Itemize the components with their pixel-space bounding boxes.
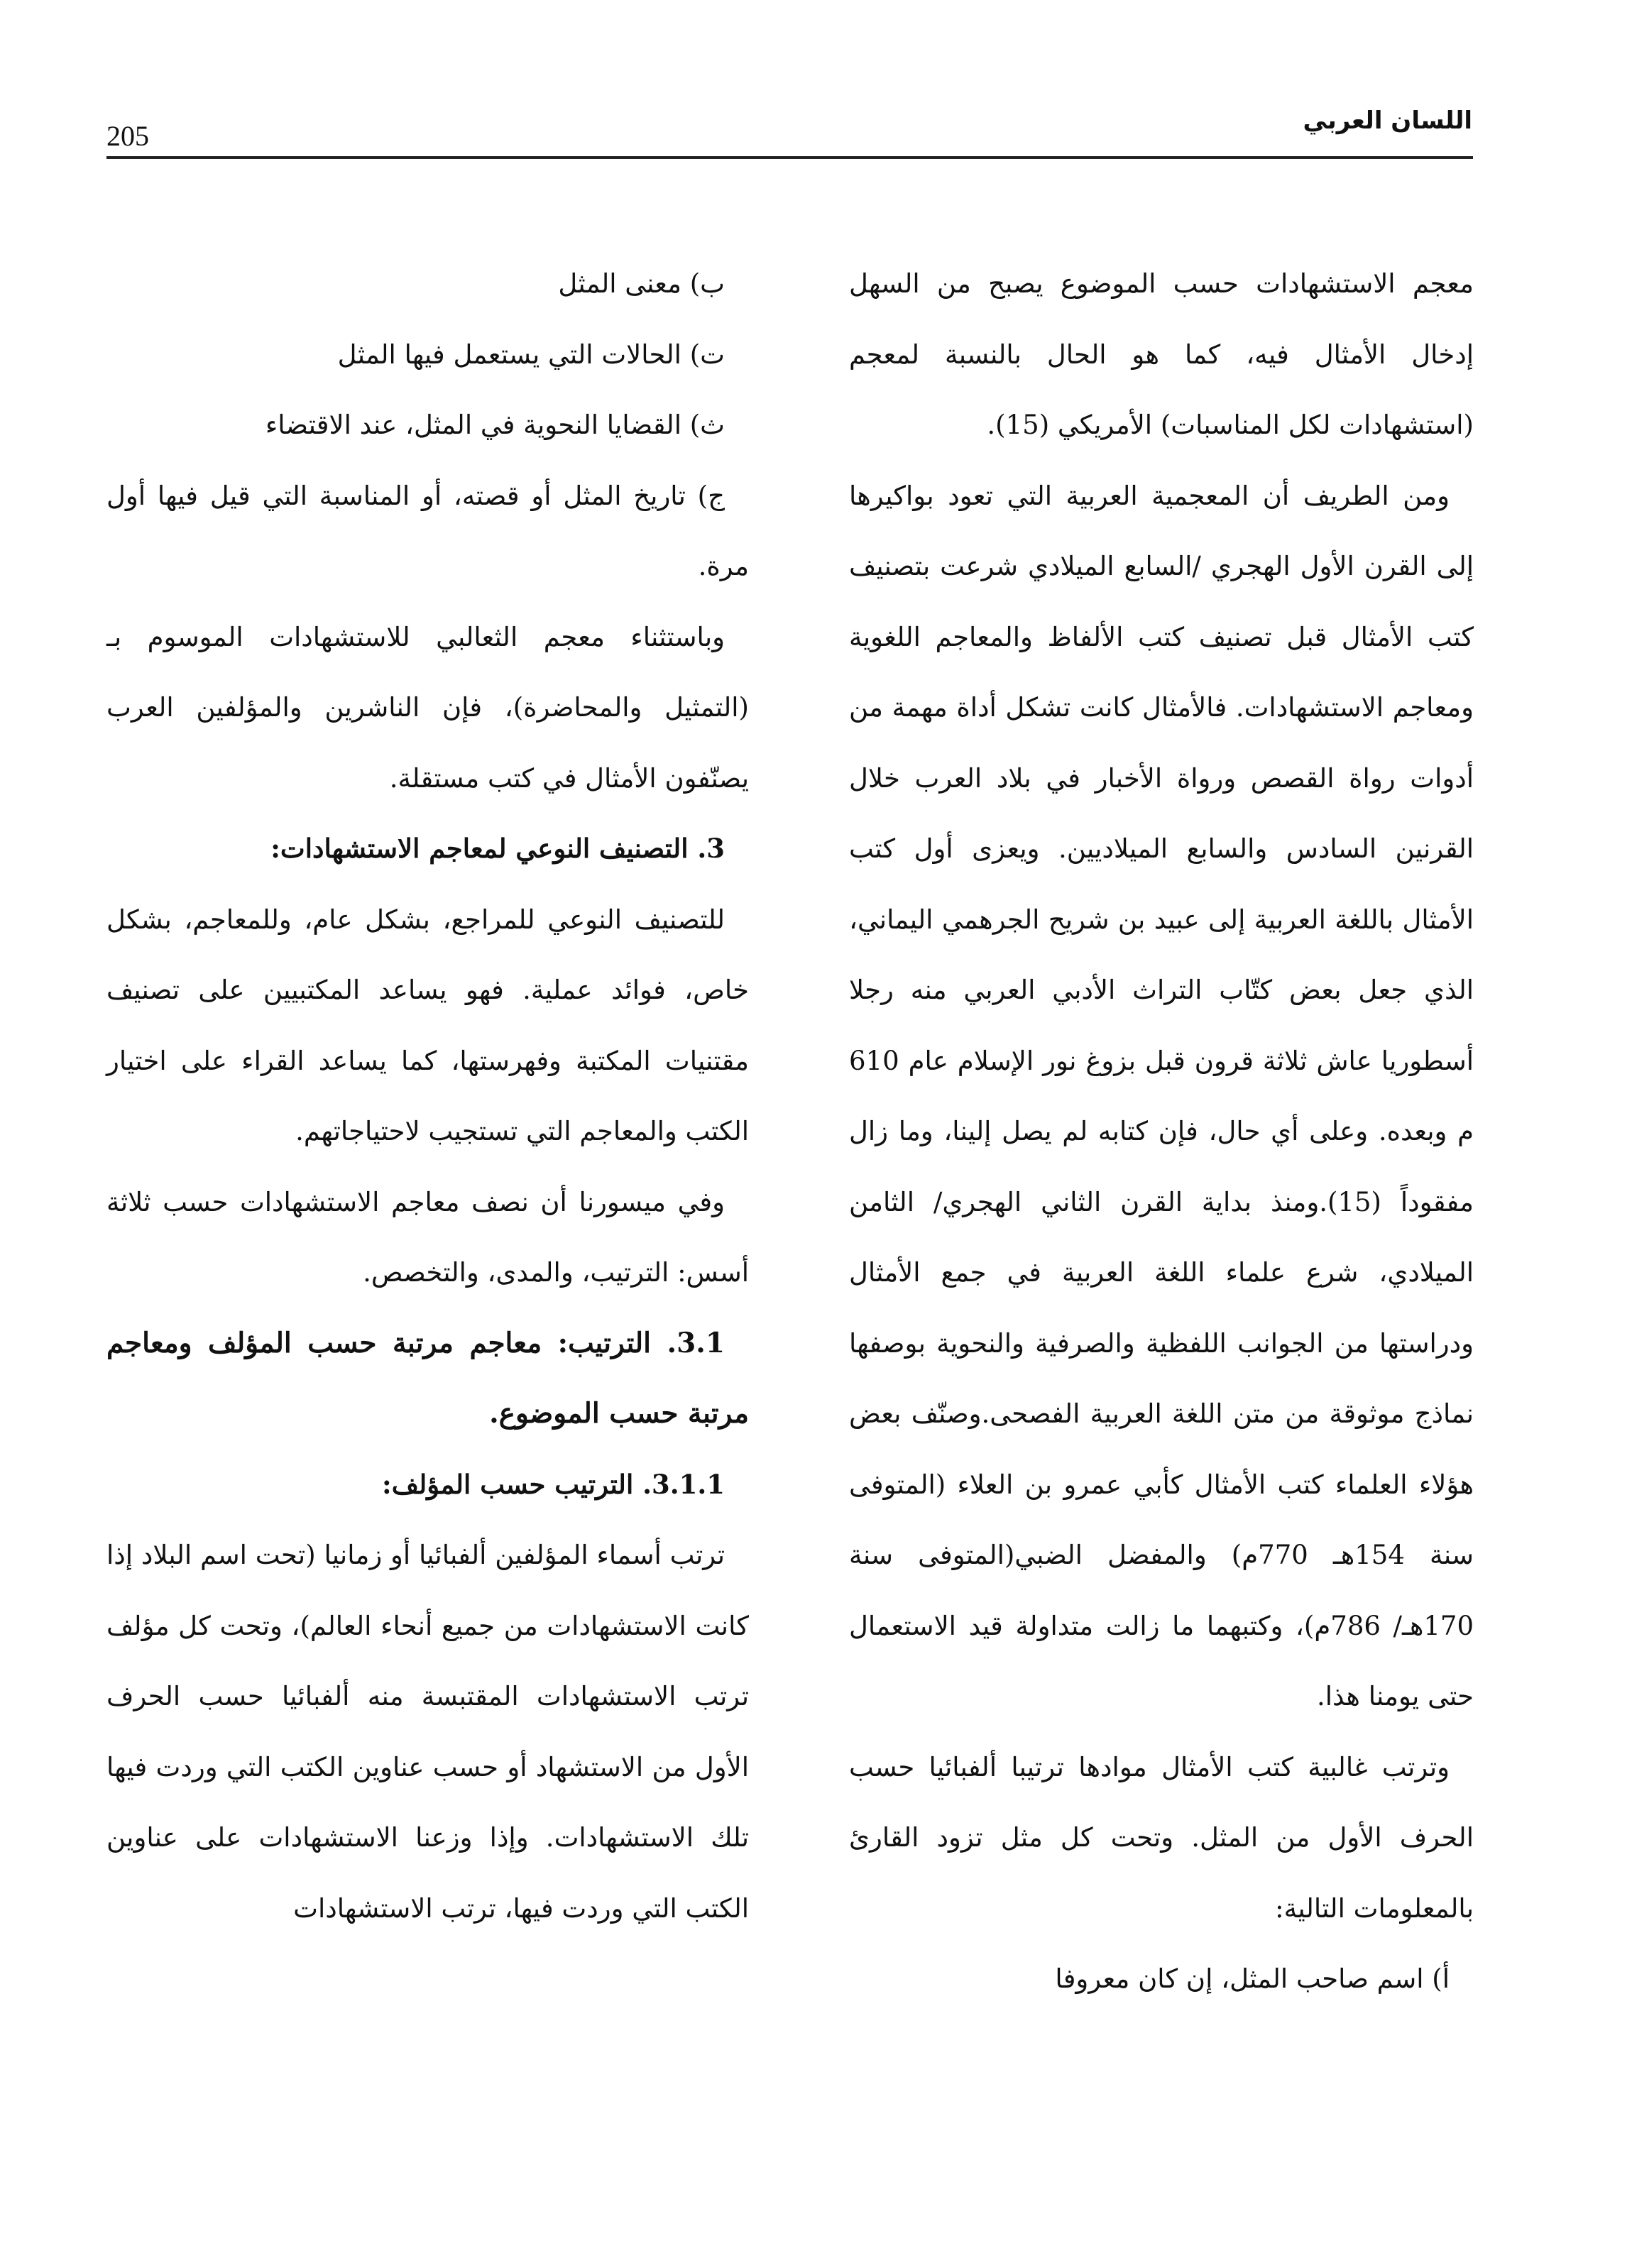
paragraph: ومن الطريف أن المعجمية العربية التي تعود بواكيرها إلى القرن الأول الهجري /السابع الميلادي شرعت بتصنيف كتب الأمثال قبل تصنيف كتب الألفاظ والمعاجم اللغوية ومعاجم الاستشهادات. فالأمثال كانت تشكل أداة مهمة من أدوات رواة القصص ورواة الأخبار في بلاد العرب خلال القرنين السادس والسابع الميلاديين. ويعزى أول كتب الأمثال باللغة العربية إلى عبيد بن شريح الجرهمي اليماني، الذي جعل بعض كتّاب التراث الأدبي العربي منه رجلا أسطوريا عاش ثلاثة قرون قبل بزوغ نور الإسلام عام 610 م وبعده. وعلى أي حال، فإن كتابه لم يصل إلينا، وما زال مفقوداً (15).ومنذ بداية القرن الثاني الهجري/ الثامن الميلادي، شرع علماء اللغة العربية في جمع الأمثال ودراستها من الجوانب اللفظية والصرفية والنحوية بوصفها نماذج موثوقة من متن اللغة العربية الفصحى.وصنّف بعض هؤلاء العلماء كتب الأمثال كأبي عمرو بن العلاء (المتوفى سنة 154هـ 770م) والمفضل الضبي(المتوفى سنة 170هـ/ 786م)، وكتبهما ما زالت متداولة قيد الاستعمال حتى يومنا هذا. bbox=[849, 480, 1474, 1711]
left-column bbox=[106, 248, 749, 1944]
list-item: ث) القضايا النحوية في المثل، عند الاقتضاء bbox=[265, 410, 725, 440]
running-head: اللسان العربي bbox=[1303, 106, 1472, 135]
paragraph: وترتب غالبية كتب الأمثال موادها ترتيبا ألفبائيا حسب الحرف الأول من المثل. وتحت كل مثل تزود القارئ بالمعلومات التالية: bbox=[849, 1751, 1474, 1924]
list-item: ت) الحالات التي يستعمل فيها المثل bbox=[337, 339, 725, 370]
section-heading: 3. التصنيف النوعي لمعاجم الاستشهادات: bbox=[270, 833, 725, 864]
right-column bbox=[849, 248, 1474, 2015]
paragraph: للتصنيف النوعي للمراجع، بشكل عام، وللمعاجم، بشكل خاص، فوائد عملية. فهو يساعد المكتبيين على تصنيف مقتنيات المكتبة وفهرستها، كما يساعد القراء على اختيار الكتب والمعاجم التي تستجيب لاحتياجاتهم. bbox=[106, 904, 749, 1146]
header-rule bbox=[106, 156, 1473, 159]
list-item: ج) تاريخ المثل أو قصته، أو المناسبة التي قيل فيها أول مرة. bbox=[106, 480, 749, 581]
page-number: 205 bbox=[106, 120, 149, 152]
list-item: ب) معنى المثل bbox=[558, 268, 725, 299]
paragraph: معجم الاستشهادات حسب الموضوع يصبح من السهل إدخال الأمثال فيه، كما هو الحال بالنسبة لمعجم (استشهادات لكل المناسبات) الأمريكي (15). bbox=[849, 268, 1474, 440]
paragraph: ترتب أسماء المؤلفين ألفبائيا أو زمانيا (تحت اسم البلاد إذا كانت الاستشهادات من جميع أنحاء العالم)، وتحت كل مؤلف ترتب الاستشهادات المقتبسة منه ألفبائيا حسب الحرف الأول من الاستشهاد أو حسب عناوين الكتب التي وردت فيها تلك الاستشهادات. وإذا وزعنا الاستشهادات على عناوين الكتب التي وردت فيها، ترتب الاستشهادات bbox=[106, 1540, 749, 1924]
subsection-heading: 3.1. الترتيب: معاجم مرتبة حسب المؤلف ومعاجم مرتبة حسب الموضوع. bbox=[106, 1326, 749, 1430]
paragraph: وباستثناء معجم الثعالبي للاستشهادات الموسوم بـ (التمثيل والمحاضرة)، فإن الناشرين والمؤلفين العرب يصنّفون الأمثال في كتب مستقلة. bbox=[106, 621, 749, 794]
list-item: أ) اسم صاحب المثل، إن كان معروفا bbox=[1055, 1963, 1450, 1994]
paragraph: وفي ميسورنا أن نصف معاجم الاستشهادات حسب ثلاثة أسس: الترتيب، والمدى، والتخصص. bbox=[106, 1186, 749, 1288]
subsubsection-heading: 3.1.1. الترتيب حسب المؤلف: bbox=[382, 1468, 725, 1500]
